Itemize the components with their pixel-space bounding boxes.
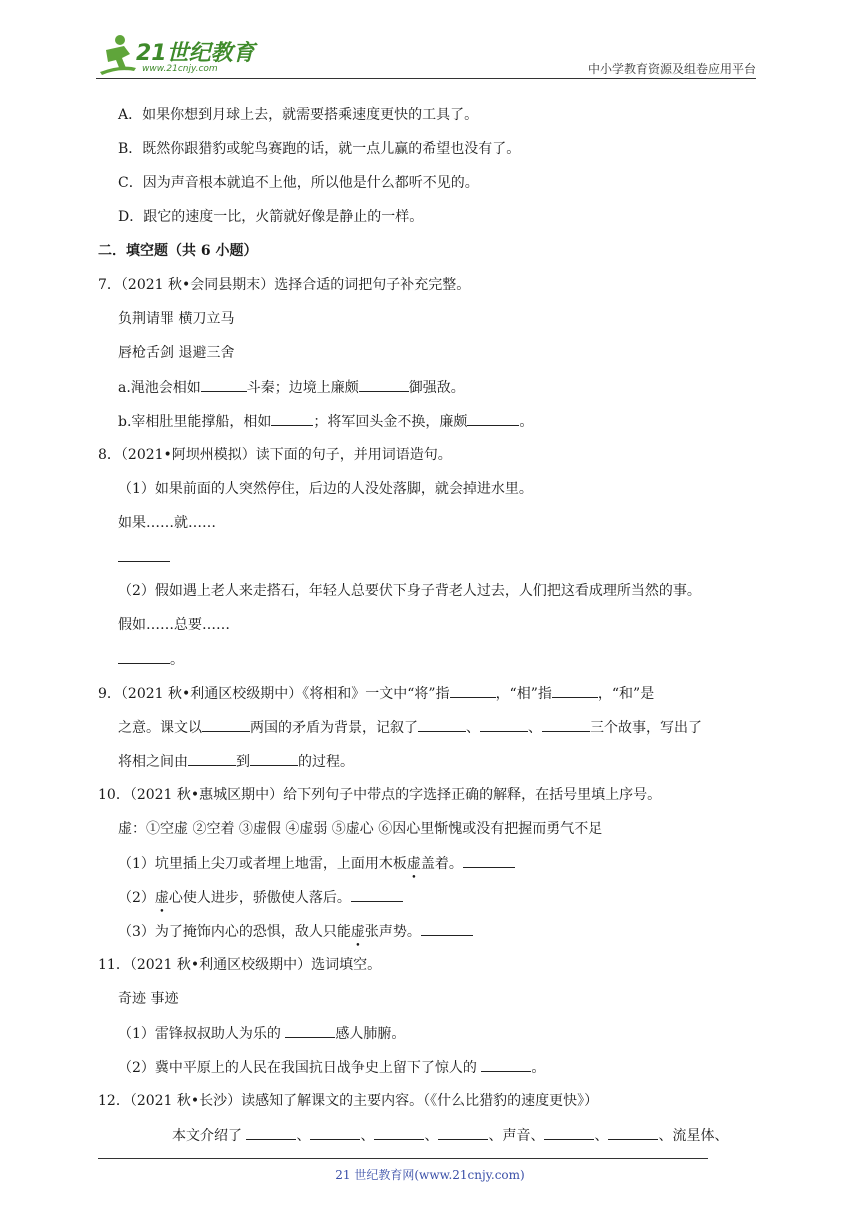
answer-blank[interactable] xyxy=(418,717,466,732)
q9-sep-2: 、 xyxy=(528,720,542,736)
separator: 、 xyxy=(360,1128,375,1144)
q12-stem: 12．（2021 秋•长沙）读感知了解课文的主要内容。（《什么比猎豹的速度更快》） xyxy=(98,1093,599,1109)
q9-l3-text-1: 将相之间由 xyxy=(118,754,188,770)
q9-l2-text-1: 之意。课文以 xyxy=(118,720,202,736)
q9-l2-text-3: 三个故事，写出了 xyxy=(590,720,702,736)
answer-blank[interactable] xyxy=(438,1125,488,1140)
q10-s1-text-end: 盖着。 xyxy=(420,856,463,872)
q11-s1-text: （1）雷锋叔叔助人为乐的 xyxy=(118,1026,286,1042)
q9-line-1 xyxy=(98,683,654,704)
q12-text: 本文介绍了 xyxy=(172,1128,247,1144)
answer-blank[interactable] xyxy=(467,411,519,426)
answer-blank[interactable] xyxy=(359,377,409,392)
q8-sentence-1: （1）如果前面的人突然停住，后边的人没处落脚，就会掉进水里。 xyxy=(118,481,533,497)
q9-l3-text-3: 的过程。 xyxy=(298,754,354,770)
q10-sentence-2 xyxy=(118,887,403,908)
q10-s3-text: （3）为了掩饰内心的恐惧，敌人只能 xyxy=(118,924,351,940)
q7-a-text-1: a.渑池会相如 xyxy=(118,380,201,396)
logo-text: 21世纪教育 xyxy=(136,41,255,66)
q11-s2-text-end: 。 xyxy=(531,1060,546,1076)
answer-blank[interactable] xyxy=(202,717,250,732)
q10-s2-text: （2） xyxy=(118,890,155,906)
q7-b-text-2: ；将军回头金不换，廉颇 xyxy=(313,414,468,430)
q9-line-2 xyxy=(118,717,702,738)
header-divider xyxy=(96,78,756,79)
footer-divider xyxy=(98,1158,708,1159)
answer-blank[interactable] xyxy=(118,547,170,562)
q11-stem: 11．（2021 秋•利通区校级期中）选词填空。 xyxy=(98,957,382,973)
q9-text-1: 9．（2021 秋•利通区校级期中）《将相和》一文中“将”指 xyxy=(98,686,450,702)
separator: 、 xyxy=(658,1128,673,1144)
q7-stem: 7．（2021 秋•会同县期末）选择合适的词把句子补充完整。 xyxy=(98,277,471,293)
page-footer: 21 世纪教育网(www.21cnjy.com) xyxy=(335,1168,525,1182)
q8-sentence-2: （2）假如遇上老人来走搭石，年轻人总要伏下身子背老人过去，人们把这看成理所当然的事。 xyxy=(118,583,701,599)
answer-blank[interactable] xyxy=(374,1125,424,1140)
q7-sentence-a xyxy=(118,377,465,398)
q10-sentence-1 xyxy=(118,853,515,874)
q12-sound: 声音 xyxy=(502,1128,531,1144)
answer-blank[interactable] xyxy=(246,1125,296,1140)
answer-blank[interactable] xyxy=(351,887,403,902)
q8-answer-1 xyxy=(118,547,170,568)
separator: 、 xyxy=(530,1128,545,1144)
separator: 、 xyxy=(424,1128,439,1144)
q7-b-text-1: b.宰相肚里能撑船，相如 xyxy=(118,414,272,430)
q11-sentence-1 xyxy=(118,1023,405,1044)
q9-line-3 xyxy=(118,751,354,772)
q8-words-2: 假如……总要…… xyxy=(118,617,230,633)
q12-tail: 流星体、 xyxy=(672,1128,729,1144)
q7-words-1: 负荆请罪 横刀立马 xyxy=(118,311,235,327)
q8-stem: 8．（2021•阿坝州模拟）读下面的句子，并用词语造句。 xyxy=(98,447,452,463)
answer-blank[interactable] xyxy=(250,751,298,766)
q8-answer-2 xyxy=(118,649,184,670)
q9-sep-1: 、 xyxy=(466,720,480,736)
q9-text-3: ，“和”是 xyxy=(597,686,655,702)
site-logo xyxy=(92,28,262,80)
q8-end-punct: 。 xyxy=(170,652,184,668)
q11-s1-text-end: 感人肺腑。 xyxy=(335,1026,406,1042)
q8-words-1: 如果……就…… xyxy=(118,515,216,531)
q12-line-1 xyxy=(172,1125,728,1146)
q10-s2-text-end: 心使人进步，骄傲使人落后。 xyxy=(168,890,351,906)
q11-s2-text: （2）冀中平原上的人民在我国抗日战争史上留下了惊人的 xyxy=(118,1060,482,1076)
answer-blank[interactable] xyxy=(450,683,496,698)
answer-blank[interactable] xyxy=(201,377,247,392)
q7-words-2: 唇枪舌剑 退避三舍 xyxy=(118,345,235,361)
q7-a-text-2: 斗秦；边境上廉颇 xyxy=(246,380,359,396)
answer-blank[interactable] xyxy=(608,1125,658,1140)
q7-a-text-3: 御强敌。 xyxy=(408,380,465,396)
page-header xyxy=(0,0,860,82)
q10-s3-text-end: 张声势。 xyxy=(364,924,421,940)
q7-sentence-b xyxy=(118,411,533,432)
q11-words: 奇迹 事迹 xyxy=(118,991,179,1007)
option-c: C．因为声音根本就追不上他，所以他是什么都听不见的。 xyxy=(118,175,479,191)
separator: 、 xyxy=(296,1128,311,1144)
answer-blank[interactable] xyxy=(188,751,236,766)
separator: 、 xyxy=(488,1128,503,1144)
q10-stem: 10．（2021 秋•惠城区期中）给下列句子中带点的字选择正确的解释，在括号里填上序号。 xyxy=(98,787,662,803)
platform-label: 中小学教育资源及组卷应用平台 xyxy=(587,62,756,76)
answer-blank[interactable] xyxy=(421,921,473,936)
answer-blank[interactable] xyxy=(310,1125,360,1140)
option-d: D．跟它的速度一比，火箭就好像是静止的一样。 xyxy=(118,209,424,225)
section-title: 二．填空题（共 6 小题） xyxy=(98,243,258,259)
answer-blank[interactable] xyxy=(118,649,170,664)
answer-blank[interactable] xyxy=(285,1023,335,1038)
q9-l3-text-2: 到 xyxy=(236,754,250,770)
option-b: B．既然你跟猎豹或鸵鸟赛跑的话，就一点儿赢的希望也没有了。 xyxy=(118,141,521,157)
q10-s1-text: （1）坑里插上尖刀或者埋上地雷，上面用木板 xyxy=(118,856,407,872)
answer-blank[interactable] xyxy=(463,853,515,868)
q9-l2-text-2: 两国的矛盾为背景，记叙了 xyxy=(250,720,418,736)
answer-blank[interactable] xyxy=(544,1125,594,1140)
emphasis-char: 虚 xyxy=(406,856,421,872)
q10-choices: 虚：①空虚 ②空着 ③虚假 ④虚弱 ⑤虚心 ⑥因心里惭愧或没有把握而勇气不足 xyxy=(118,821,603,837)
logo-url: www.21cnjy.com xyxy=(142,64,218,74)
emphasis-char: 虚 xyxy=(154,890,169,906)
q10-sentence-3 xyxy=(118,921,473,942)
answer-blank[interactable] xyxy=(542,717,590,732)
q7-b-text-3: 。 xyxy=(519,414,534,430)
answer-blank[interactable] xyxy=(552,683,598,698)
answer-blank[interactable] xyxy=(481,1057,531,1072)
q9-text-2: ，“相”指 xyxy=(495,686,552,702)
option-a: A．如果你想到月球上去，就需要搭乘速度更快的工具了。 xyxy=(118,107,479,123)
answer-blank[interactable] xyxy=(480,717,528,732)
q11-sentence-2 xyxy=(118,1057,545,1078)
answer-blank[interactable] xyxy=(271,411,313,426)
separator: 、 xyxy=(594,1128,609,1144)
emphasis-char: 虚 xyxy=(350,924,365,940)
